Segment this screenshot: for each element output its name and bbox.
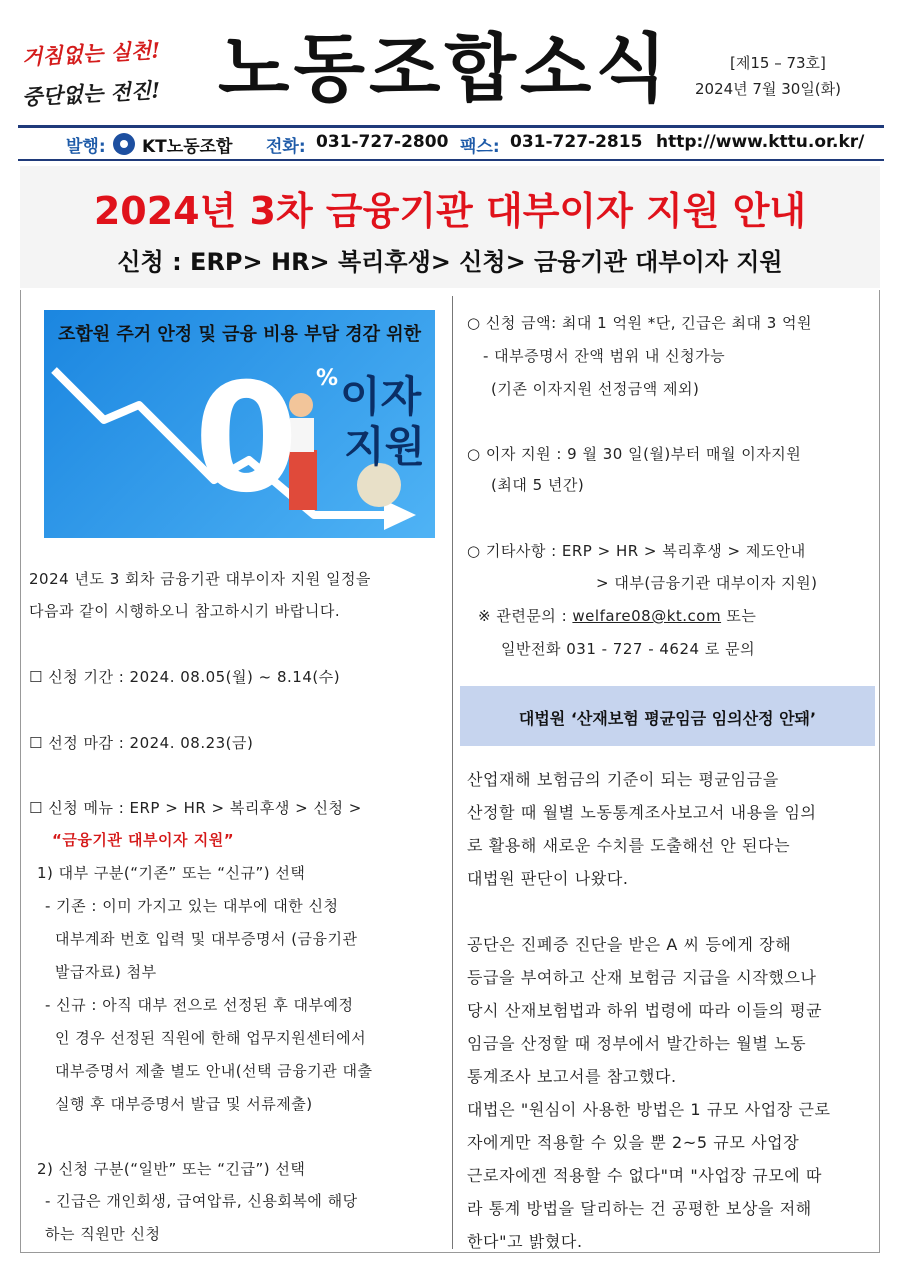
contact-email-link[interactable]: welfare08@kt.com: [572, 607, 722, 625]
intro-line-1: 2024 년도 3 회차 금융기관 대부이자 지원 일정을: [29, 570, 371, 588]
article-line: 로 활용해 새로운 수치를 도출해선 안 된다는: [467, 836, 791, 855]
issue-number: [제15 – 73호]: [730, 54, 826, 72]
publisher-name: KT노동조합: [142, 137, 233, 157]
article-line: 대법은 "원심이 사용한 방법은 1 규모 사업장 근로: [467, 1100, 831, 1119]
slogan-line-1: 거침없는 실천!: [21, 37, 161, 70]
article-line: 산정할 때 월별 노동통계조사보고서 내용을 임의: [467, 803, 817, 822]
title-box: [20, 166, 880, 288]
banner-word-support: 지원: [344, 422, 426, 471]
publisher-bar: [18, 128, 884, 158]
step-2-title: 2) 신청 구분(“일반” 또는 “긴급”) 선택: [37, 1160, 306, 1178]
article-line: 등급을 부여하고 산재 보험금 지급을 시작했으나: [467, 968, 817, 987]
etc-line-1: ○ 기타사항 : ERP > HR > 복리후생 > 제도안내: [467, 542, 806, 560]
article-line: 당시 산재보험법과 하위 법령에 따라 이들의 평균: [467, 1001, 823, 1020]
contact-prefix: ※ 관련문의 :: [478, 607, 568, 625]
article-line: 임금을 산정할 때 정부에서 발간하는 월별 노동: [467, 1034, 807, 1053]
contact-phone: 일반전화 031 - 727 - 4624 로 문의: [501, 640, 756, 658]
kttu-logo-icon: [113, 133, 135, 155]
article-line: 한다"고 밝혔다.: [467, 1232, 583, 1251]
article-line: 통계조사 보고서를 참고했다.: [467, 1067, 677, 1086]
step-1-existing-1: - 기존 : 이미 가지고 있는 대부에 대한 신청: [45, 897, 339, 915]
article-line: 근로자에겐 적용할 수 없다"며 "사업장 규모에 따: [467, 1166, 823, 1185]
column-divider: [452, 296, 453, 1249]
issue-date: 2024년 7월 30일(화): [695, 80, 842, 98]
article-line: 산업재해 보험금의 기준이 되는 평균임금을: [467, 770, 779, 789]
step-1-existing-3: 발급자료) 첨부: [55, 963, 157, 981]
step-1-new-2: 인 경우 선정된 직원에 한해 업무지원센터에서: [55, 1029, 367, 1047]
amount-line-2: - 대부증명서 잔액 범위 내 신청가능: [483, 347, 726, 365]
fax-label: 팩스:: [460, 137, 500, 157]
article-line: 공단은 진폐증 진단을 받은 A 씨 등에게 장해: [467, 935, 792, 954]
masthead: 노동조합소식: [218, 26, 671, 112]
step-1-new-4: 실행 후 대부증명서 발급 및 서류제출): [55, 1095, 313, 1113]
amount-line-3: (기존 이자지원 선정금액 제외): [491, 380, 700, 398]
article-line: 라 통계 방법을 달리하는 건 공평한 보상을 저해: [467, 1199, 812, 1218]
article-line: 자에게만 적용할 수 있을 뿐 2~5 규모 사업장: [467, 1133, 800, 1152]
sub-title: 신청 : ERP> HR> 복리후생> 신청> 금융기관 대부이자 지원: [117, 248, 783, 276]
phone-number: 031-727-2800: [316, 132, 449, 152]
application-menu-highlight: “금융기관 대부이자 지원”: [52, 831, 235, 849]
support-line-2: (최대 5 년간): [491, 476, 585, 494]
banner-word-interest: 이자: [340, 372, 422, 421]
selection-deadline: ☐ 선정 마감 : 2024. 08.23(금): [29, 734, 254, 752]
header-rule-bottom: [18, 159, 884, 161]
banner-zero: 0: [194, 352, 299, 526]
etc-line-2: > 대부(금융기관 대부이자 지원): [596, 574, 818, 592]
main-title: 2024년 3차 금융기관 대부이자 지원 안내: [93, 189, 807, 233]
court-notice-box: [460, 686, 875, 746]
interest-support-banner: [44, 310, 435, 538]
website-link[interactable]: http://www.kttu.or.kr/: [656, 132, 865, 152]
support-line-1: ○ 이자 지원 : 9 월 30 일(월)부터 매월 이자지원: [467, 445, 802, 463]
step-1-new-1: - 신규 : 아직 대부 전으로 선정된 후 대부예정: [45, 996, 354, 1014]
step-2-urgent-1: - 긴급은 개인회생, 급여압류, 신용회복에 해당: [45, 1192, 358, 1210]
phone-label: 전화:: [266, 137, 306, 157]
slogan-line-2: 중단없는 전진!: [21, 77, 161, 110]
application-period: ☐ 신청 기간 : 2024. 08.05(월) ~ 8.14(수): [29, 668, 341, 686]
publisher-label: 발행:: [66, 137, 106, 157]
step-2-urgent-2: 하는 직원만 신청: [45, 1225, 161, 1243]
contact-line: [478, 605, 756, 626]
article-line: 대법원 판단이 나왔다.: [467, 869, 629, 888]
banner-percent: %: [316, 366, 339, 391]
application-menu: ☐ 신청 메뉴 : ERP > HR > 복리후생 > 신청 >: [29, 799, 362, 817]
fax-number: 031-727-2815: [510, 132, 643, 152]
amount-line-1: ○ 신청 금액: 최대 1 억원 *단, 긴급은 최대 3 억원: [467, 314, 813, 332]
banner-title: 조합원 주거 안정 및 금융 비용 부담 경감 위한: [57, 324, 422, 345]
step-1-title: 1) 대부 구분(“기존” 또는 “신규”) 선택: [37, 864, 306, 882]
step-1-existing-2: 대부계좌 번호 입력 및 대부증명서 (금융기관: [55, 930, 358, 948]
intro-line-2: 다음과 같이 시행하오니 참고하시기 바랍니다.: [29, 602, 341, 620]
court-notice-title: 대법원 ‘산재보험 평균임금 임의산정 안돼’: [518, 709, 817, 728]
step-1-new-3: 대부증명서 제출 별도 안내(선택 금융기관 대출: [55, 1062, 373, 1080]
contact-suffix: 또는: [726, 607, 757, 625]
